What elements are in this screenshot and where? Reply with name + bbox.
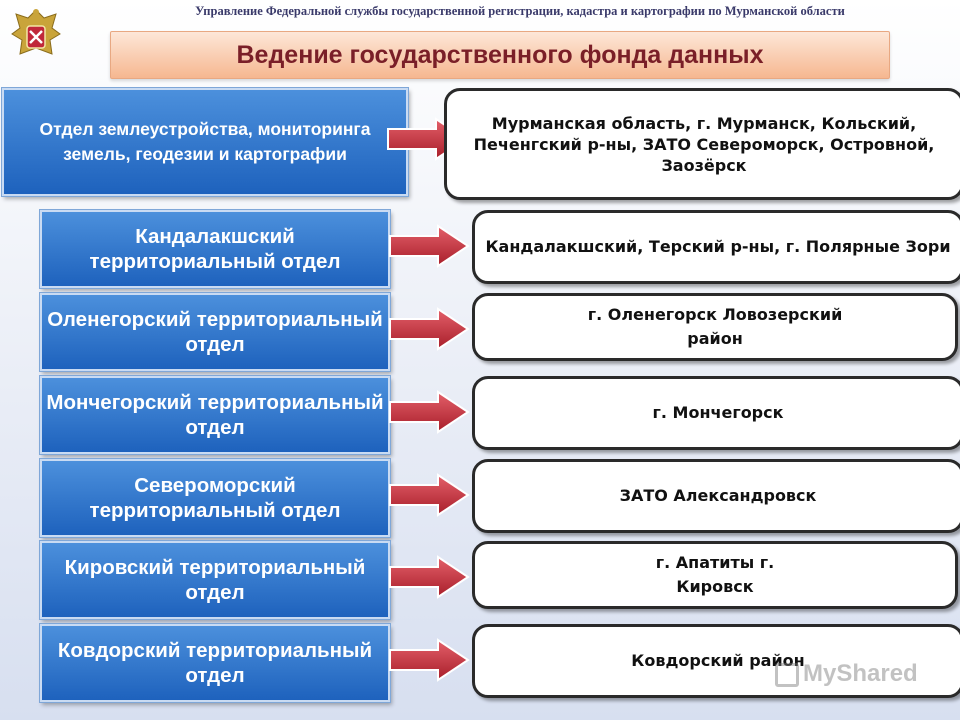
department-box-1: Отдел землеустройства, мониторинга земель, геодезии и картографии (2, 88, 408, 196)
arrow-right-icon (388, 390, 470, 434)
coat-of-arms-icon (6, 4, 66, 66)
territory-box-2: Кандалакшский, Терский р-ны, г. Полярные Зори (472, 210, 960, 284)
watermark (775, 660, 955, 694)
department-box-3: Оленегорский территориальный отдел (40, 293, 390, 371)
department-box-2: Кандалакшский территориальный отдел (40, 210, 390, 288)
arrow-right-icon (388, 473, 470, 517)
territory-box-4: г. Мончегорск (472, 376, 960, 450)
department-box-5: Североморский территориальный отдел (40, 459, 390, 537)
territory-box-5: ЗАТО Александровск (472, 459, 960, 533)
arrow-right-icon (388, 224, 470, 268)
department-box-4: Мончегорский территориальный отдел (40, 376, 390, 454)
arrow-right-icon (388, 555, 470, 599)
page-title: Ведение государственного фонда данных (110, 31, 890, 79)
arrow-right-icon (388, 638, 470, 682)
agency-name: Управление Федеральной службы государственной регистрации, кадастра и картографии по Мурманской области (195, 4, 845, 18)
territory-box-7: Ковдорский район (472, 624, 960, 698)
watermark-text: MyShared (803, 660, 918, 687)
department-box-7: Ковдорский территориальный отдел (40, 624, 390, 702)
territory-box-1: Мурманская область, г. Мурманск, Кольский, Печенгский р-ны, ЗАТО Североморск, Островной, Заозёрск (444, 88, 960, 200)
territory-box-6: г. Апатиты г. Кировск (472, 541, 958, 609)
department-box-6: Кировский территориальный отдел (40, 541, 390, 619)
arrow-right-icon (388, 307, 470, 351)
territory-box-3: г. Оленегорск Ловозерский район (472, 293, 958, 361)
watermark-logo-icon (775, 663, 799, 687)
